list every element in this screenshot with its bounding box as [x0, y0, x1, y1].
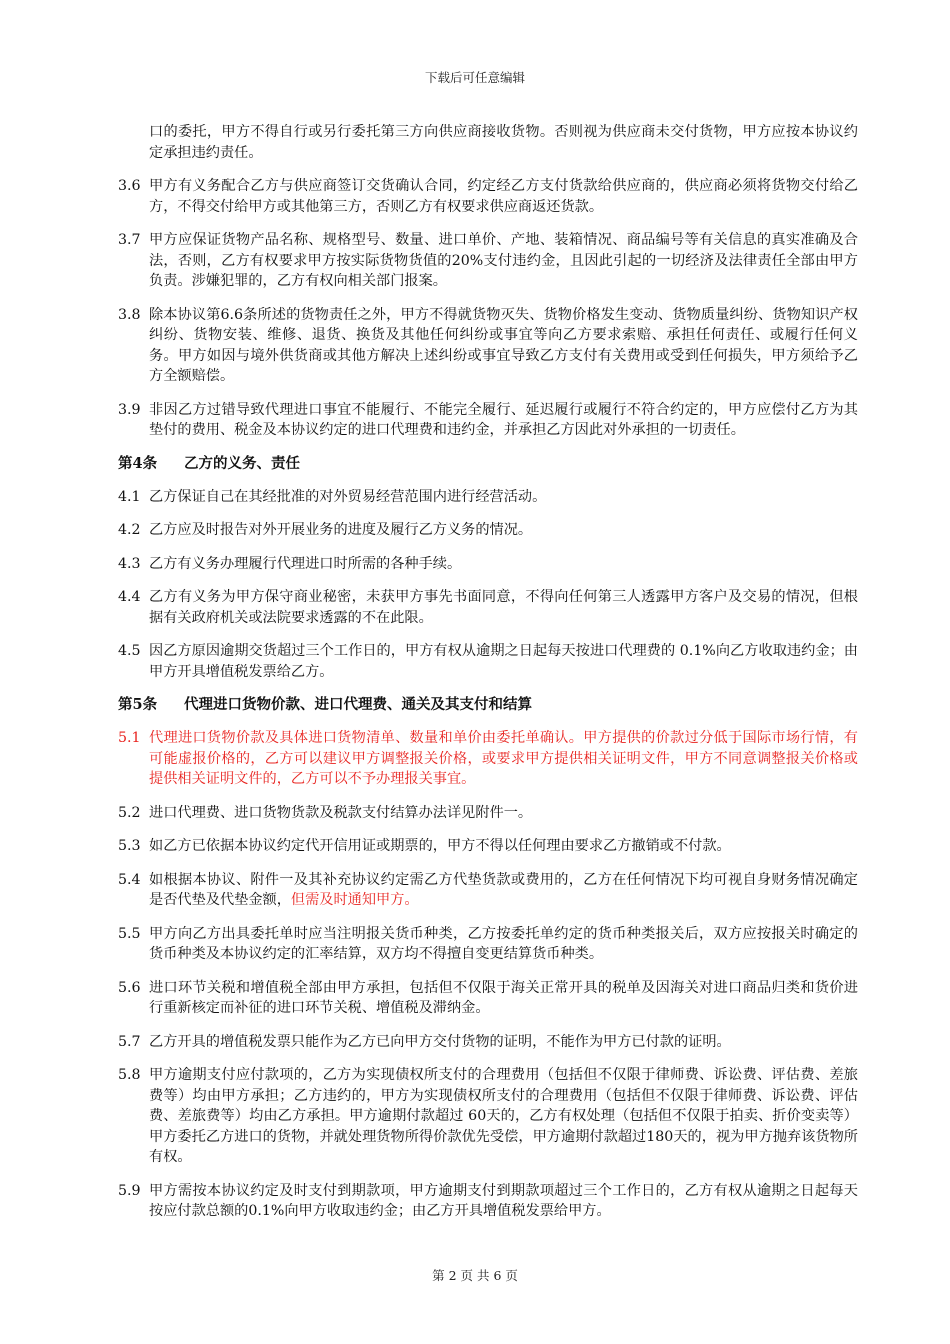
continuation-paragraph [149, 122, 858, 163]
clause-text-main: 如根据本协议、附件一及其补充协议约定需乙方代垫货款或费用的，乙方在任何情况下均可视自身财务情况确定是否代垫及代垫金额， [149, 871, 858, 908]
clause-3-8 [118, 305, 858, 387]
clause-5-3 [118, 836, 858, 857]
clause-number: 3.7 [118, 232, 141, 248]
clause-number: 4.3 [118, 555, 141, 572]
section-title: 代理进口货物价款、进口代理费、通关及其支付和结算 [184, 696, 532, 713]
clause-text: 代理进口货物价款及具体进口货物清单、数量和单价由委托单确认。甲方提供的价款过分低于国际市场行情，有可能虚报价格的，乙方可以建议甲方调整报关价格，或要求甲方提供相关证明文件，甲方不同意调整报关价格或提供相关证明文件的，乙方可以不予办理报关事宜。 [149, 730, 858, 787]
clause-number: 5.6 [118, 979, 141, 996]
clause-3-6 [118, 176, 858, 217]
clause-number: 4.1 [118, 488, 141, 505]
clause-text: 因乙方原因逾期交货超过三个工作日的，甲方有权从逾期之日起每天按进口代理费的 0.1%向乙方收取违约金；由甲方开具增值税发票给乙方。 [149, 643, 858, 680]
section-4-heading [118, 454, 858, 474]
clause-text: 甲方有义务配合乙方与供应商签订交货确认合同，约定经乙方支付货款给供应商的，供应商必须将货物交付给乙方，不得交付给甲方或其他第三方，否则乙方有权要求供应商返还货款。 [149, 178, 858, 215]
clause-text: 甲方应保证货物产品名称、规格型号、数量、进口单价、产地、装箱情况、商品编号等有关信息的真实准确及合法，否则，乙方有权要求甲方按实际货物货值的20%支付违约金，且因此引起的一切经济及法律责任全部由甲方负责。涉嫌犯罪的，乙方有权向相关部门报案。 [149, 232, 858, 289]
clause-4-2 [118, 520, 858, 541]
clause-text: 甲方逾期支付应付款项的，乙方为实现债权所支付的合理费用（包括但不仅限于律师费、诉讼费、评估费、差旅费等）均由甲方承担；乙方违约的，甲方为实现债权所支付的合理费用（包括但不仅限于律师费、诉讼费、评估费、差旅费等）均由乙方承担。甲方逾期付款超过 60天的，乙方有权处理（包括但不仅限于拍卖、折价变卖等）甲方委托乙方进口的货物，并就处理货物所得价款优先受偿，甲方逾期付款超过180天的，视为甲方抛弃该货物所有权。 [149, 1067, 858, 1165]
clause-text: 进口环节关税和增值税全部由甲方承担，包括但不仅限于海关正常开具的税单及因海关对进口商品归类和货价进行重新核定而补征的进口环节关税、增值税及滞纳金。 [149, 979, 858, 1016]
clause-5-7 [118, 1032, 858, 1053]
clause-4-5 [118, 641, 858, 682]
clause-number: 5.3 [118, 838, 141, 854]
clause-number: 3.6 [118, 178, 141, 194]
clause-text: 如乙方已依据本协议约定代开信用证或期票的，甲方不得以任何理由要求乙方撤销或不付款。 [149, 838, 731, 854]
clause-4-3 [118, 554, 858, 575]
clause-4-4 [118, 587, 858, 628]
clause-number: 5.9 [118, 1182, 141, 1199]
clause-text-highlight: 但需及时通知甲方。 [290, 892, 419, 908]
clause-5-5 [118, 924, 858, 965]
clause-5-8 [118, 1065, 858, 1168]
clause-text: 甲方向乙方出具委托单时应当注明报关货币种类，乙方按委托单约定的货币种类报关后，双方应按报关时确定的货币种类及本协议约定的汇率结算，双方均不得擅自变更结算货币种类。 [149, 925, 858, 962]
clause-text: 口的委托，甲方不得自行或另行委托第三方向供应商接收货物。否则视为供应商未交付货物，甲方应按本协议约定承担违约责任。 [149, 124, 858, 161]
clause-number: 5.7 [118, 1033, 141, 1050]
clause-5-2 [118, 803, 858, 824]
clause-number: 5.4 [118, 871, 141, 888]
clause-number: 4.4 [118, 589, 141, 605]
section-5-heading [118, 695, 858, 715]
section-number: 第4条 [118, 454, 158, 472]
clause-number: 4.5 [118, 643, 141, 659]
clause-3-9 [118, 400, 858, 441]
clause-number: 3.9 [118, 401, 141, 418]
page-footer: 第 2 页 共 6 页 [432, 1268, 518, 1283]
clause-number: 4.2 [118, 522, 141, 538]
clause-5-9 [118, 1181, 858, 1222]
clause-text: 乙方有义务办理履行代理进口时所需的各种手续。 [149, 555, 462, 572]
clause-text: 甲方需按本协议约定及时支付到期款项，甲方逾期支付到期款项超过三个工作日的，乙方有权从逾期之日起每天按应付款总额的0.1%向甲方收取违约金；由乙方开具增值税发票给甲方。 [149, 1182, 858, 1219]
clause-number: 5.2 [118, 804, 141, 821]
section-title: 乙方的义务、责任 [184, 454, 300, 472]
clause-text: 乙方开具的增值税发票只能作为乙方已向甲方交付货物的证明，不能作为甲方已付款的证明。 [149, 1033, 731, 1050]
page-header: 下载后可任意编辑 [424, 70, 525, 85]
clause-number: 5.5 [118, 925, 141, 942]
clause-number: 5.1 [118, 730, 141, 746]
clause-5-6 [118, 978, 858, 1019]
clause-text: 非因乙方过错导致代理进口事宜不能履行、不能完全履行、延迟履行或履行不符合约定的，甲方应偿付乙方为其垫付的费用、税金及本协议约定的进口代理费和违约金，并承担乙方因此对外承担的一切责任。 [149, 401, 858, 438]
section-number: 第5条 [118, 696, 158, 713]
clause-text: 乙方有义务为甲方保守商业秘密，未获甲方事先书面同意，不得向任何第三人透露甲方客户及交易的情况，但根据有关政府机关或法院要求透露的不在此限。 [149, 589, 858, 626]
clause-4-1 [118, 487, 858, 508]
clause-number: 5.8 [118, 1067, 141, 1083]
clause-text: 乙方保证自己在其经批准的对外贸易经营范围内进行经营活动。 [149, 488, 547, 505]
clause-text: 乙方应及时报告对外开展业务的进度及履行乙方义务的情况。 [149, 522, 533, 538]
clause-text [149, 870, 858, 911]
clause-5-4 [118, 870, 858, 911]
clause-3-7 [118, 230, 858, 292]
clause-text: 进口代理费、进口货物货款及税款支付结算办法详见附件一。 [149, 804, 533, 821]
clause-number: 3.8 [118, 306, 141, 323]
document-body [118, 122, 858, 1235]
clause-5-1 [118, 728, 858, 790]
clause-text: 除本协议第6.6条所述的货物责任之外，甲方不得就货物灭失、货物价格发生变动、货物质量纠纷、货物知识产权纠纷、货物安装、维修、退货、换货及其他任何纠纷或事宜等向乙方要求索赔、承担任何责任、或履行任何义务。甲方如因与境外供货商或其他方解决上述纠纷或事宜导致乙方支付有关费用或受到任何损失，甲方须给予乙方全额赔偿。 [149, 306, 858, 384]
